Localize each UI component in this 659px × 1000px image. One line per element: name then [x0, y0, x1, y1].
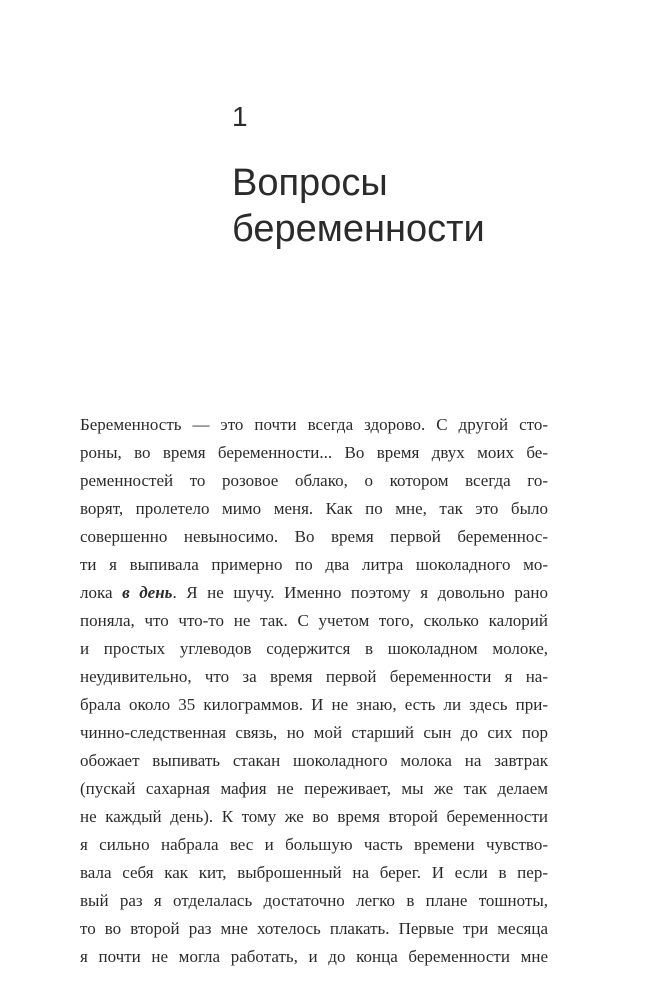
- text-line: не каждый день). К тому же во время второй беременности: [80, 807, 548, 826]
- chapter-title: [232, 160, 485, 252]
- text-segment: . Я не шучу. Именно поэтому я довольно рано: [172, 583, 548, 602]
- text-segment: лока: [80, 583, 123, 602]
- chapter-title-line: беременности: [232, 208, 485, 250]
- chapter-title-line: Вопросы: [232, 162, 388, 204]
- chapter-number: 1: [232, 101, 248, 132]
- emphasis-text: в день: [122, 583, 173, 602]
- text-line: роны, во время беременности... Во время двух моих бе-: [80, 443, 548, 462]
- text-line: брала около 35 килограммов. И не знаю, есть ли здесь при-: [80, 695, 548, 714]
- text-line: я почти не могла работать, и до конца беременности мне: [80, 947, 548, 966]
- text-line: обожает выпивать стакан шоколадного молока на завтрак: [80, 751, 548, 770]
- text-line: вала себя как кит, выброшенный на берег. И если в пер-: [80, 863, 548, 882]
- text-line: чинно-следственная связь, но мой старший сын до сих пор: [80, 723, 548, 742]
- text-line: ременностей то розовое облако, о котором всегда го-: [80, 471, 548, 490]
- text-line: я сильно набрала вес и большую часть времени чувство-: [80, 835, 548, 854]
- text-line: поняла, что что-то не так. С учетом того, сколько калорий: [80, 611, 548, 630]
- text-line: ти я выпивала примерно по два литра шоколадного мо-: [80, 555, 548, 574]
- text-line: [80, 579, 548, 607]
- text-line: неудивительно, что за время первой беременности я на-: [80, 667, 548, 686]
- body-text: [80, 411, 548, 971]
- text-line: (пускай сахарная мафия не переживает, мы же так делаем: [80, 779, 548, 798]
- text-line: ворят, пролетело мимо меня. Как по мне, так это было: [80, 499, 548, 518]
- text-line: вый раз я отделалась достаточно легко в плане тошноты,: [80, 891, 548, 910]
- text-line: совершенно невыносимо. Во время первой беременнос-: [80, 527, 548, 546]
- text-line: то во второй раз мне хотелось плакать. Первые три месяца: [80, 919, 548, 938]
- text-line: и простых углеводов содержится в шоколадном молоке,: [80, 639, 548, 658]
- text-line: Беременность — это почти всегда здорово. С другой сто-: [80, 415, 548, 434]
